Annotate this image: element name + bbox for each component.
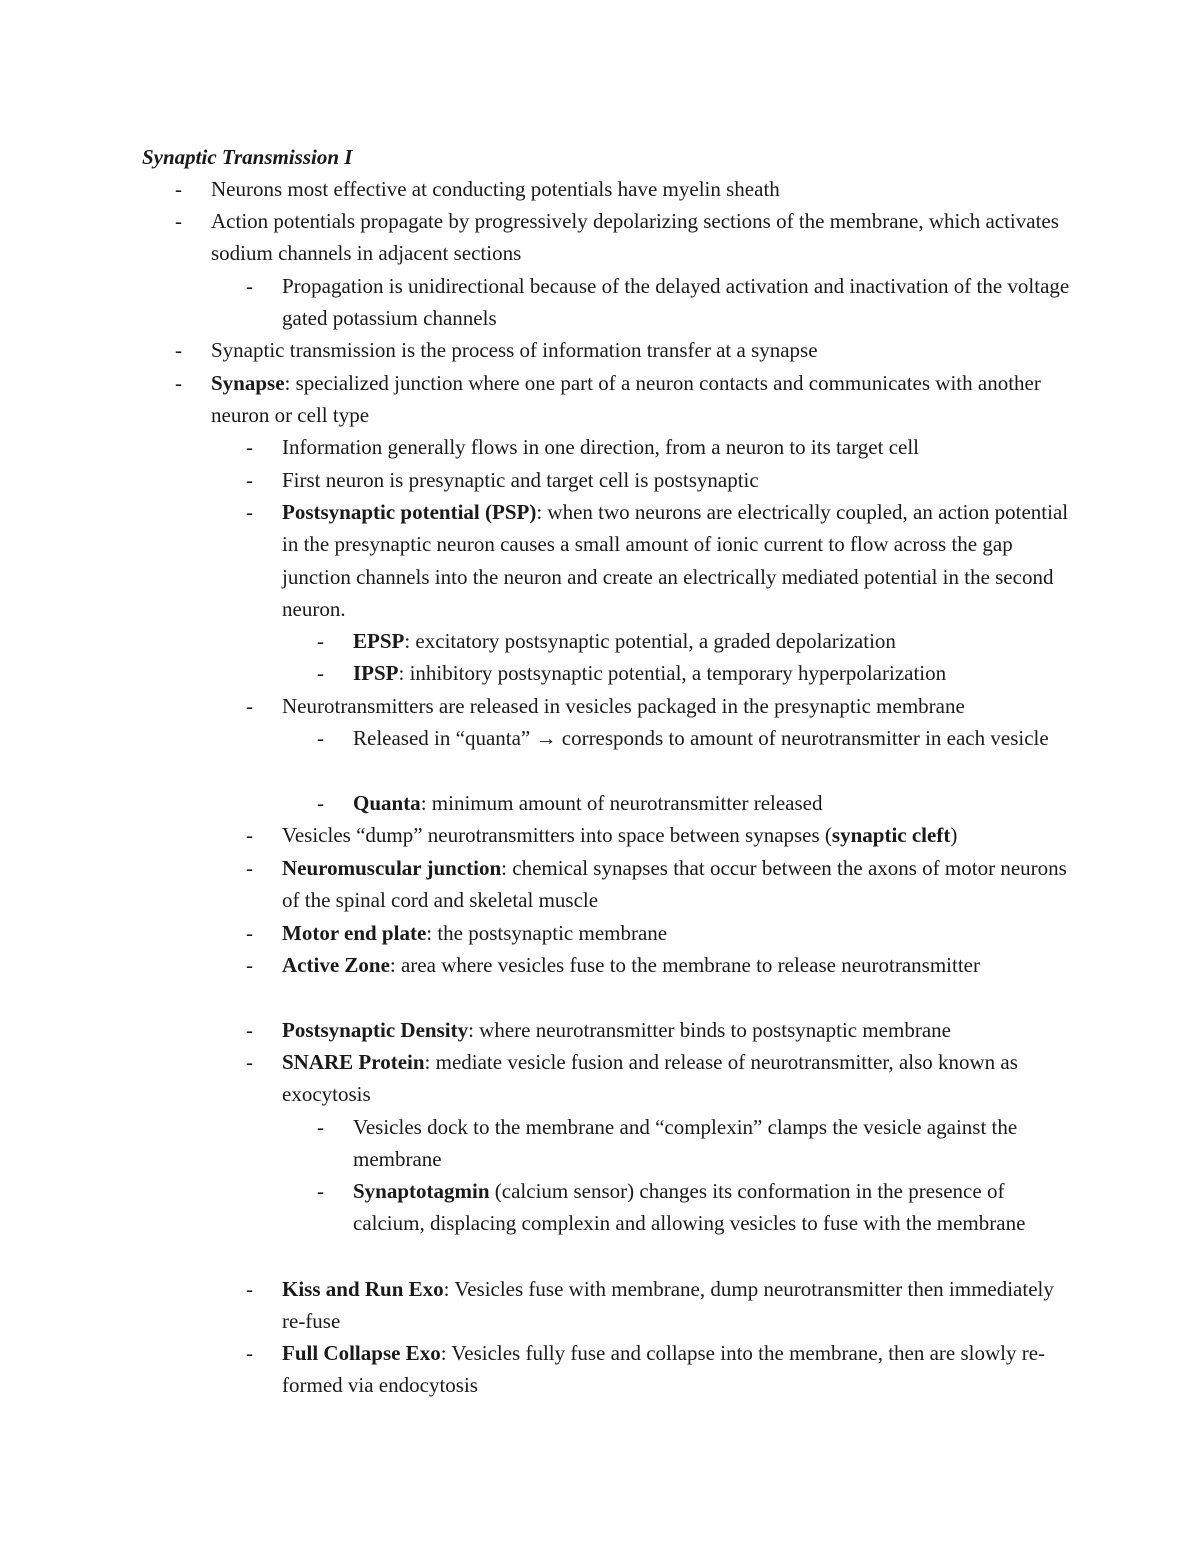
bullet-dash: -: [317, 791, 324, 815]
bold-term: SNARE Protein: [282, 1050, 425, 1074]
list-item-text: [282, 690, 1082, 722]
text-segment: Information generally flows in one direction, from a neuron to its target cell: [282, 435, 920, 459]
bullet-dash: -: [246, 823, 253, 847]
list-item-text: [282, 1014, 1082, 1046]
text-segment: Neurotransmitters are released in vesicles packaged in the presynaptic membrane: [282, 694, 965, 718]
list-item-text: [353, 1175, 1073, 1240]
bullet-dash: -: [246, 1341, 253, 1365]
text-segment: : minimum amount of neurotransmitter released: [420, 791, 823, 815]
bold-term: Full Collapse Exo: [282, 1341, 441, 1365]
text-segment: Vesicles dock to the membrane and “complexin” clamps the vesicle against the membrane: [353, 1115, 1018, 1172]
list-item: [246, 1046, 1082, 1111]
bullet-dash: -: [246, 274, 253, 298]
bullet-dash: -: [317, 661, 324, 685]
text-segment: (calcium sensor) changes its conformation in the presence of calcium, displacing complexin and allowing vesicles to fuse with the membrane: [353, 1179, 1026, 1236]
text-segment: Action potentials propagate by progressively depolarizing sections of the membrane, which activates sodium channels in adjacent sections: [211, 209, 1059, 266]
list-item: [246, 496, 1082, 626]
bullet-dash: -: [317, 1115, 324, 1139]
list-item: [317, 787, 1073, 819]
list-item-text: [353, 722, 1073, 754]
bold-term: synaptic cleft: [831, 823, 951, 847]
list-item-text: [282, 819, 1082, 851]
bold-term: Active Zone: [282, 953, 390, 977]
bullet-dash: -: [246, 856, 253, 880]
bold-term: Quanta: [353, 791, 421, 815]
list-item: [317, 722, 1073, 754]
bullet-dash: -: [246, 435, 253, 459]
text-segment: Neurons most effective at conducting potentials have myelin sheath: [211, 177, 780, 201]
text-segment: : inhibitory postsynaptic potential, a temporary hyperpolarization: [398, 661, 947, 685]
list-item: [246, 431, 1082, 463]
list-item: [246, 270, 1082, 335]
text-segment: Released in “quanta” → corresponds to amount of neurotransmitter in each vesicle: [353, 726, 1049, 750]
list-item: [246, 1273, 1082, 1338]
text-segment: : excitatory postsynaptic potential, a graded depolarization: [404, 629, 896, 653]
bullet-dash: -: [175, 209, 182, 233]
list-item: [317, 657, 1073, 689]
list-item: [175, 367, 1091, 432]
text-segment: : when two neurons are electrically coupled, an action potential in the presynaptic neuron causes a small amount of ionic current to flow across the gap junction channels into the neuron and create an electrically mediated potential in the second neuron.: [282, 500, 1069, 622]
list-item-text: [282, 1046, 1082, 1111]
list-item: [317, 625, 1073, 657]
list-item-text: [211, 173, 1091, 205]
bullet-dash: -: [317, 1179, 324, 1203]
bullet-dash: -: [246, 953, 253, 977]
text-segment: : mediate vesicle fusion and release of neurotransmitter, also known as exocytosis: [282, 1050, 1018, 1107]
list-item-text: [282, 1337, 1082, 1402]
bullet-dash: -: [317, 726, 324, 750]
list-item-text: [282, 496, 1082, 626]
list-item-text: [282, 464, 1082, 496]
list-item-text: [282, 270, 1082, 335]
text-segment: Propagation is unidirectional because of the delayed activation and inactivation of the voltage gated potassium channels: [282, 274, 1070, 331]
bullet-dash: -: [246, 1277, 253, 1301]
list-item: [246, 690, 1082, 722]
list-item: [246, 1337, 1082, 1402]
list-item: [246, 949, 1082, 981]
bullet-dash: -: [246, 921, 253, 945]
list-item-text: [211, 367, 1091, 432]
list-item: [317, 1111, 1073, 1176]
text-segment: : the postsynaptic membrane: [426, 921, 668, 945]
document-title: Synaptic Transmission I: [142, 145, 353, 169]
bullet-dash: -: [246, 1018, 253, 1042]
text-segment: : chemical synapses that occur between the axons of motor neurons of the spinal cord and skeletal muscle: [282, 856, 1067, 913]
list-item: [175, 334, 1091, 366]
list-item: [246, 852, 1082, 917]
text-segment: First neuron is presynaptic and target cell is postsynaptic: [282, 468, 759, 492]
list-item: [246, 917, 1082, 949]
list-item-text: [211, 334, 1091, 366]
bullet-dash: -: [175, 177, 182, 201]
bullet-dash: -: [317, 629, 324, 653]
list-item: [317, 1175, 1073, 1240]
list-item-text: [353, 1111, 1073, 1176]
text-segment: Vesicles “dump” neurotransmitters into space between synapses (: [282, 823, 832, 847]
list-item-text: [282, 949, 1082, 981]
bold-term: Neuromuscular junction: [282, 856, 502, 880]
list-item: [246, 1014, 1082, 1046]
list-item-text: [282, 917, 1082, 949]
text-segment: : where neurotransmitter binds to postsynaptic membrane: [468, 1018, 951, 1042]
list-item-text: [282, 852, 1082, 917]
bold-term: EPSP: [353, 629, 405, 653]
list-item-text: [353, 657, 1073, 689]
bullet-dash: -: [175, 338, 182, 362]
bold-term: Postsynaptic Density: [282, 1018, 469, 1042]
text-segment: : area where vesicles fuse to the membrane to release neurotransmitter: [389, 953, 980, 977]
bullet-dash: -: [246, 694, 253, 718]
list-item-text: [282, 431, 1082, 463]
list-item: [175, 173, 1091, 205]
text-segment: : Vesicles fully fuse and collapse into the membrane, then are slowly re-formed via endocytosis: [282, 1341, 1046, 1398]
text-segment: Synaptic transmission is the process of information transfer at a synapse: [211, 338, 818, 362]
text-segment: : specialized junction where one part of a neuron contacts and communicates with another neuron or cell type: [211, 371, 1041, 428]
list-item: [246, 464, 1082, 496]
bullet-dash: -: [246, 1050, 253, 1074]
list-item: [246, 819, 1082, 851]
bullet-dash: -: [175, 371, 182, 395]
bold-term: Kiss and Run Exo: [282, 1277, 444, 1301]
bold-term: Synapse: [211, 371, 285, 395]
bold-term: Postsynaptic potential (PSP): [282, 500, 537, 524]
bullet-dash: -: [246, 500, 253, 524]
text-segment: : Vesicles fuse with membrane, dump neurotransmitter then immediately re-fuse: [282, 1277, 1054, 1334]
list-item: [175, 205, 1091, 270]
list-item-text: [282, 1273, 1082, 1338]
list-item-text: [353, 625, 1073, 657]
list-item-text: [211, 205, 1091, 270]
bold-term: Synaptotagmin: [353, 1179, 490, 1203]
text-segment: ): [950, 823, 958, 847]
bullet-dash: -: [246, 468, 253, 492]
bold-term: Motor end plate: [282, 921, 427, 945]
bold-term: IPSP: [353, 661, 399, 685]
list-item-text: [353, 787, 1073, 819]
